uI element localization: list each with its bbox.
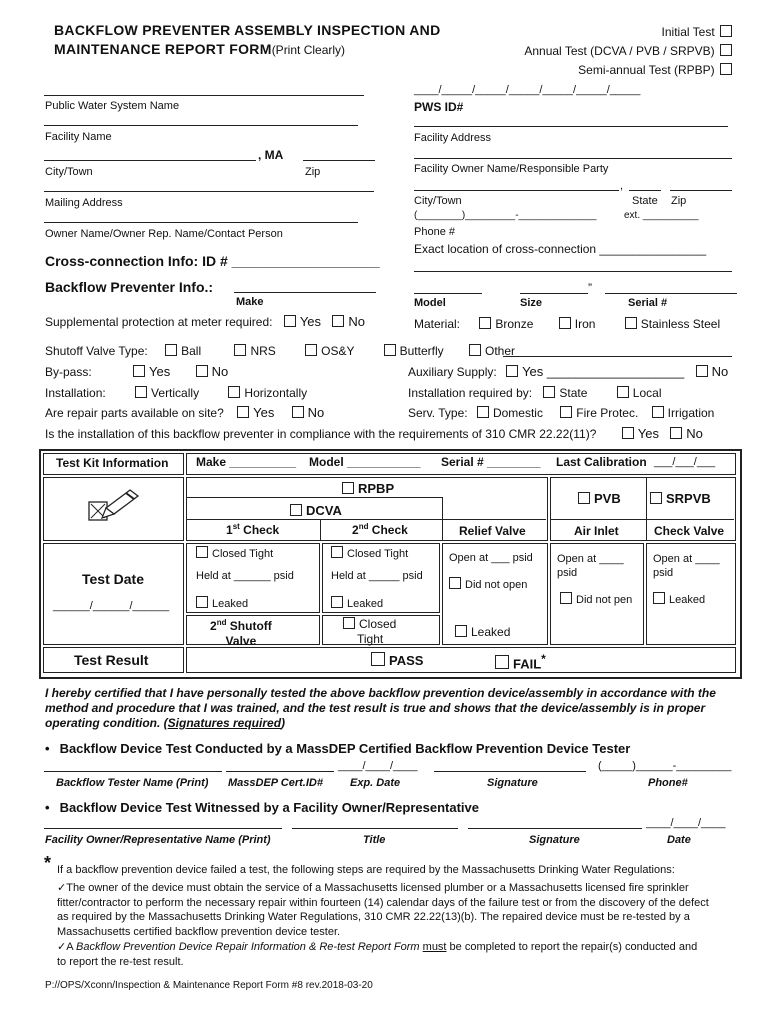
make-label: Make [236,296,264,308]
compliance-label: Is the installation of this backflow preventer in compliance with the requirements of 310 CMR 22.22(11)? [45,427,597,441]
model-line[interactable] [414,293,482,294]
repair-parts-no[interactable]: No [292,406,325,420]
install-required-local[interactable]: Local [617,386,662,400]
auxiliary-label: Auxiliary Supply: [408,365,497,379]
pvb-divider [550,519,734,520]
shutoff2-closed-tight[interactable]: Closed Tight [343,617,396,647]
shutoff-butterfly[interactable]: Butterfly [384,344,444,358]
installation-horizontal[interactable]: Horizontally [228,386,307,400]
shutoff-nrs[interactable]: NRS [234,344,275,358]
check1-closed-tight[interactable]: Closed Tight [196,546,273,560]
phone-format[interactable]: (________)_________-______________ [414,210,597,221]
checkmark-icon: ✓ [57,941,67,953]
tester-cert-line[interactable] [226,771,334,772]
date-line[interactable]: ____/_____/_____/_____/_____/_____/_____ [414,84,641,96]
material-iron[interactable]: Iron [559,317,596,331]
compliance-yes[interactable]: Yes [622,427,659,441]
relief-valve-label: Relief Valve [459,524,526,538]
right-comma: , [620,180,624,192]
tester-signature-line[interactable] [434,771,586,772]
pass-option[interactable]: PASS [371,652,423,668]
tester-exp-label: Exp. Date [350,777,401,789]
installation-row [45,386,307,400]
check1-leaked[interactable]: Leaked [196,596,248,610]
mailing-label: Mailing Address [45,197,123,209]
city-label: City/Town [45,166,93,178]
check2-held-at[interactable]: Held at _____ psid [331,570,423,582]
repair-parts-row [45,405,324,420]
initial-test-checkbox[interactable] [720,25,732,37]
tester-phone-label: Phone# [648,777,688,789]
kit-last-calibration: Last Calibration [556,455,647,469]
size-line[interactable] [520,293,588,294]
serv-type-irrigation[interactable]: Irrigation [652,406,715,420]
witness-date-label: Date [667,834,691,846]
test-type-options [524,23,732,80]
test-date-cell [43,543,184,645]
semiannual-test-checkbox[interactable] [720,63,732,75]
tester-section-title: • Backflow Device Test Conducted by a MassDEP Certified Backflow Prevention Device Tester [45,741,631,756]
result-cell [186,647,736,673]
test-result-label: Test Result [74,652,149,668]
annual-test-checkbox[interactable] [720,44,732,56]
shutoff-other-line[interactable] [503,356,732,357]
check-valve-label: Check Valve [654,524,725,538]
check2-leaked[interactable]: Leaked [331,596,383,610]
pws-name-line[interactable] [44,95,364,96]
kit-last-cal-date[interactable]: ___/___/___ [654,456,716,468]
pws-name-label: Public Water System Name [45,100,180,112]
pvb-option[interactable]: PVB [578,491,621,506]
facility-address-label: Facility Address [414,132,492,144]
certification-statement: I hereby certified that I have personally tested the above backflow prevention device/assembly in accordance with the method and procedure that I was trained, and the test result is true and shows that the device/assembly is in proper operating condition. (Signatures required) [45,686,716,730]
air-inlet-did-not-pen[interactable]: Did not pen [560,592,632,606]
dcva-divider [186,519,546,520]
serv-type-fire[interactable]: Fire Protec. [560,406,638,420]
tester-name-label: Backflow Tester Name (Print) [56,777,209,789]
zip-label: Zip [305,166,321,178]
size-quote: ” [588,281,592,295]
witness-title-label: Title [363,834,386,846]
right-state-label: State [632,195,658,207]
serv-type-domestic[interactable]: Domestic [477,406,543,420]
compliance-row [45,426,703,441]
auxiliary-row [408,364,728,379]
test-date-line[interactable]: ______/______/______ [53,600,170,612]
make-line[interactable] [234,292,376,293]
print-clearly-note: (Print Clearly) [271,43,346,57]
city-line[interactable] [44,160,256,161]
install-required-state[interactable]: State [543,386,587,400]
form-title-line2-text: MAINTENANCE REPORT FORM [54,41,272,57]
witness-signature-line[interactable] [468,828,642,829]
shutoff-row [45,344,515,358]
serv-type-row [408,406,714,420]
tester-cert-label: MassDEP Cert.ID# [228,777,323,789]
facility-owner-label: Facility Owner Name/Responsible Party [414,163,609,175]
form-title-line2 [54,41,345,57]
kit-info-label: Test Kit Information [56,456,169,470]
supplemental-label: Supplemental protection at meter required: [45,315,273,329]
form-title-line1: BACKFLOW PREVENTER ASSEMBLY INSPECTION AND [54,22,441,38]
size-label: Size [520,297,543,309]
auxiliary-no[interactable]: No [696,365,729,379]
tester-name-line[interactable] [44,771,222,772]
relief-valve-divider [442,497,443,540]
check-valve-leaked[interactable]: Leaked [653,592,705,606]
compliance-no[interactable]: No [670,427,703,441]
exact-location-line2[interactable] [414,271,732,272]
install-required-label: Installation required by: [408,386,533,400]
tester-exp-date-line[interactable]: ____/____/____ [338,760,418,772]
rpbp-divider [186,497,442,498]
air-inlet-label: Air Inlet [574,524,619,538]
shutoff-label: Shutoff Valve Type: [45,344,148,358]
kit-serial[interactable]: Serial # ________ [441,455,541,469]
relief-leaked[interactable]: Leaked [455,625,510,639]
bypass-yes[interactable]: Yes [133,365,170,379]
serial-label: Serial # [628,297,668,309]
check-valve-open-at[interactable]: Open at ____ psid [653,553,720,579]
footnote-star: * [44,853,52,873]
footnote-item1: ✓The owner of the device must obtain the service of a Massachusetts licensed plumber or a Massachusetts licensed fire sprinkler fitter/contractor to perform the necessary repair within fourteen (14) calendar days of the failure test or from the discovery of the defect as required by the Massachusetts Drinking Water Regulations, 310 CMR 22.22(13)(b). The repaired device must be re-tested by a Massachusetts certified backflow prevention device tester. [57,882,709,938]
supplemental-yes[interactable]: Yes [284,315,321,329]
witness-section-title: • Backflow Device Test Witnessed by a Facility Owner/Representative [45,800,479,815]
footnote-item2: ✓A Backflow Prevention Device Repair Information & Re-test Report Form must be completed to report the repair(s) conducted and to report the re-test result. [57,941,698,968]
material-row [414,317,720,331]
supplemental-row [45,314,365,329]
backflow-info-label: Backflow Preventer Info.: [45,279,214,295]
installation-vertical[interactable]: Vertically [135,386,199,400]
kit-make[interactable]: Make __________ [196,455,297,469]
exact-location-label[interactable]: Exact location of cross-connection ________________ [414,242,707,256]
witness-name-label: Facility Owner/Representative Name (Print) [45,834,271,846]
footer-path: P://OPS/Xconn/Inspection & Maintenance Report Form #8 rev.2018-03-20 [45,980,373,991]
check2-closed-tight[interactable]: Closed Tight [331,546,408,560]
shutoff-osy[interactable]: OS&Y [305,344,354,358]
fail-option[interactable]: FAIL* [495,652,546,671]
owner-label: Owner Name/Owner Rep. Name/Contact Person [45,228,283,240]
checkbox-pencil-icon [86,488,142,524]
facility-name-line[interactable] [44,125,358,126]
right-zip-line[interactable] [670,190,732,191]
owner-line[interactable] [44,222,358,223]
shutoff-ball[interactable]: Ball [165,344,201,358]
material-stainless[interactable]: Stainless Steel [625,317,720,331]
test-type-annual[interactable]: Annual Test (DCVA / PVB / SRPVB) [524,42,732,61]
test-type-initial[interactable]: Initial Test [524,23,732,42]
dcva-option[interactable]: DCVA [290,503,342,518]
facility-owner-line[interactable] [414,158,732,159]
repair-parts-yes[interactable]: Yes [237,406,274,420]
auxiliary-yes[interactable]: Yes ___________________ [506,365,684,379]
first-check-label: 1st Check [226,522,280,537]
shutoff2-label: 2nd Shutoff Valve [210,618,272,648]
bypass-no[interactable]: No [196,365,229,379]
test-type-semiannual[interactable]: Semi-annual Test (RPBP) [524,61,732,80]
facility-name-label: Facility Name [45,131,112,143]
air-check-divider [646,477,647,540]
facility-address-line[interactable] [414,126,728,127]
cross-connection-id[interactable]: Cross-connection Info: ID # ___________________ [45,253,380,269]
witness-name-line[interactable] [44,828,282,829]
pws-id-label: PWS ID# [414,100,464,114]
tester-phone-line[interactable]: (_____)______-_________ [598,760,732,772]
right-city-line[interactable] [414,190,619,191]
witness-title-line[interactable] [292,828,458,829]
ma-label: , MA [258,148,284,162]
witness-signature-label: Signature [529,834,580,846]
serial-line[interactable] [605,293,737,294]
right-state-line[interactable] [629,190,661,191]
second-check-label: 2nd Check [352,522,408,537]
checkmark-icon: ✓ [57,882,67,894]
repair-parts-label: Are repair parts available on site? [45,406,224,420]
kit-model[interactable]: Model ___________ [309,455,421,469]
relief-did-not-open[interactable]: Did not open [449,577,527,591]
srpvb-option[interactable]: SRPVB [650,491,711,506]
rpbp-option[interactable]: RPBP [342,481,394,496]
model-label: Model [414,297,446,309]
footnote-intro: If a backflow prevention device failed a test, the following steps are required by the Massachusetts Drinking Water Regulations: [57,864,675,876]
bypass-row [45,364,228,379]
shutoff-other[interactable]: Other [469,344,515,358]
bypass-label: By-pass: [45,365,92,379]
relief-open-at[interactable]: Open at ___ psid [449,552,533,564]
tester-signature-label: Signature [487,777,538,789]
zip-line[interactable] [303,160,375,161]
test-date-label: Test Date [82,571,144,587]
serv-type-label: Serv. Type: [408,406,468,420]
material-label: Material: [414,317,461,331]
phone-label: Phone # [414,226,455,238]
right-zip-label: Zip [671,195,687,207]
installation-label: Installation: [45,386,106,400]
check-divider [320,519,321,540]
check1-held-at[interactable]: Held at ______ psid [196,570,294,582]
supplemental-no[interactable]: No [332,315,365,329]
right-city-label: City/Town [414,195,462,207]
air-inlet-open-at[interactable]: Open at ____ psid [557,553,624,579]
witness-date-line[interactable]: ____/____/____ [646,817,726,829]
ext-field[interactable]: ext. __________ [624,210,699,221]
install-required-row [408,386,661,400]
material-bronze[interactable]: Bronze [479,317,533,331]
mailing-line[interactable] [44,191,374,192]
